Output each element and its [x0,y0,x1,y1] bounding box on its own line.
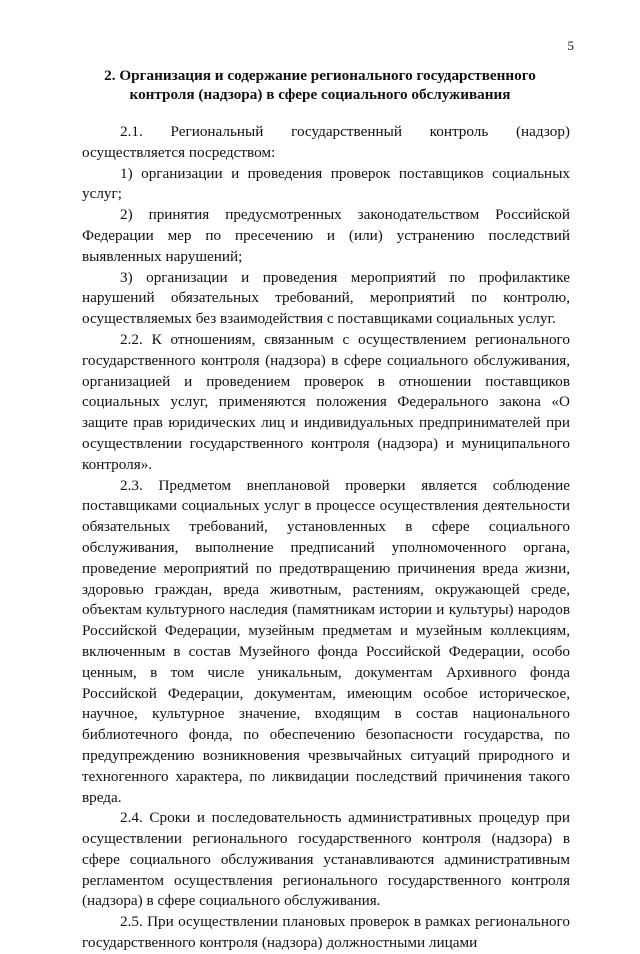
page-number: 5 [567,38,574,53]
paragraph-2-1: 2.1. Региональный государственный контроль (надзор) осуществляется посредством: [82,123,570,161]
paragraph-2-2: 2.2. К отношениям, связанным с осуществлением регионального государственного контроля (надзора) в сфере социального обслуживания, организацией и проведением проверок в отношении поставщиков социальных услуг, применяются положения Федерального закона «О защите прав юридических лиц и индивидуальных предпринимателей при осуществлении государственного контроля (надзора) и муниципального контроля». [82,330,570,473]
paragraph-item-2: 2) принятия предусмотренных законодательством Российской Федерации мер по пресечению и (или) устранению последствий выявленных нарушений; [82,206,570,265]
paragraph-2-5: 2.5. При осуществлении плановых проверок в рамках регионального государственного контроля (надзора) должностными лицами [82,913,570,952]
paragraph-item-3: 3) организации и проведения мероприятий по профилактике нарушений обязательных требований, мероприятий по контролю, осуществляемых без взаимодействия с поставщиками социальных услуг. [82,268,570,328]
section-title: 2. Организация и содержание регионального государственного контроля (надзора) в сфере социального обслуживания [104,67,536,103]
paragraph-item-1: 1) организации и проведения проверок поставщиков социальных услуг; [82,164,570,203]
paragraph-2-4: 2.4. Сроки и последовательность административных процедур при осуществлении регионального государственного контроля (надзора) в сфере социального обслуживания устанавливаются административным регламентом осуществления регионального государственного контроля (надзора) в сфере социального обслуживания. [82,809,570,910]
paragraph-2-3: 2.3. Предметом внеплановой проверки является соблюдение поставщиками социальных услуг в процессе осуществления деятельности обязательных требований, установленных в сфере социального обслуживания, выполнение предписаний уполномоченного органа, проведение мероприятий по предотвращению причинения вреда жизни, здоровью граждан, вреда животным, растениям, окружающей среде, объектам культурного наследия (памятникам истории и культуры) народов Российской Федерации, музейным предметам и музейным коллекциям, включенным в состав Музейного фонда Российской Федерации, особо ценным, в том числе уникальным, документам Архивного фонда Российской Федерации, документам, имеющим особое историческое, научное, культурное значение, входящим в состав национального библиотечного фонда, по обеспечению безопасности государства, по предупреждению возникновения чрезвычайных ситуаций природного и техногенного характера, по ликвидации последствий причинения такого вреда. [82,476,570,806]
document-body [82,122,570,954]
